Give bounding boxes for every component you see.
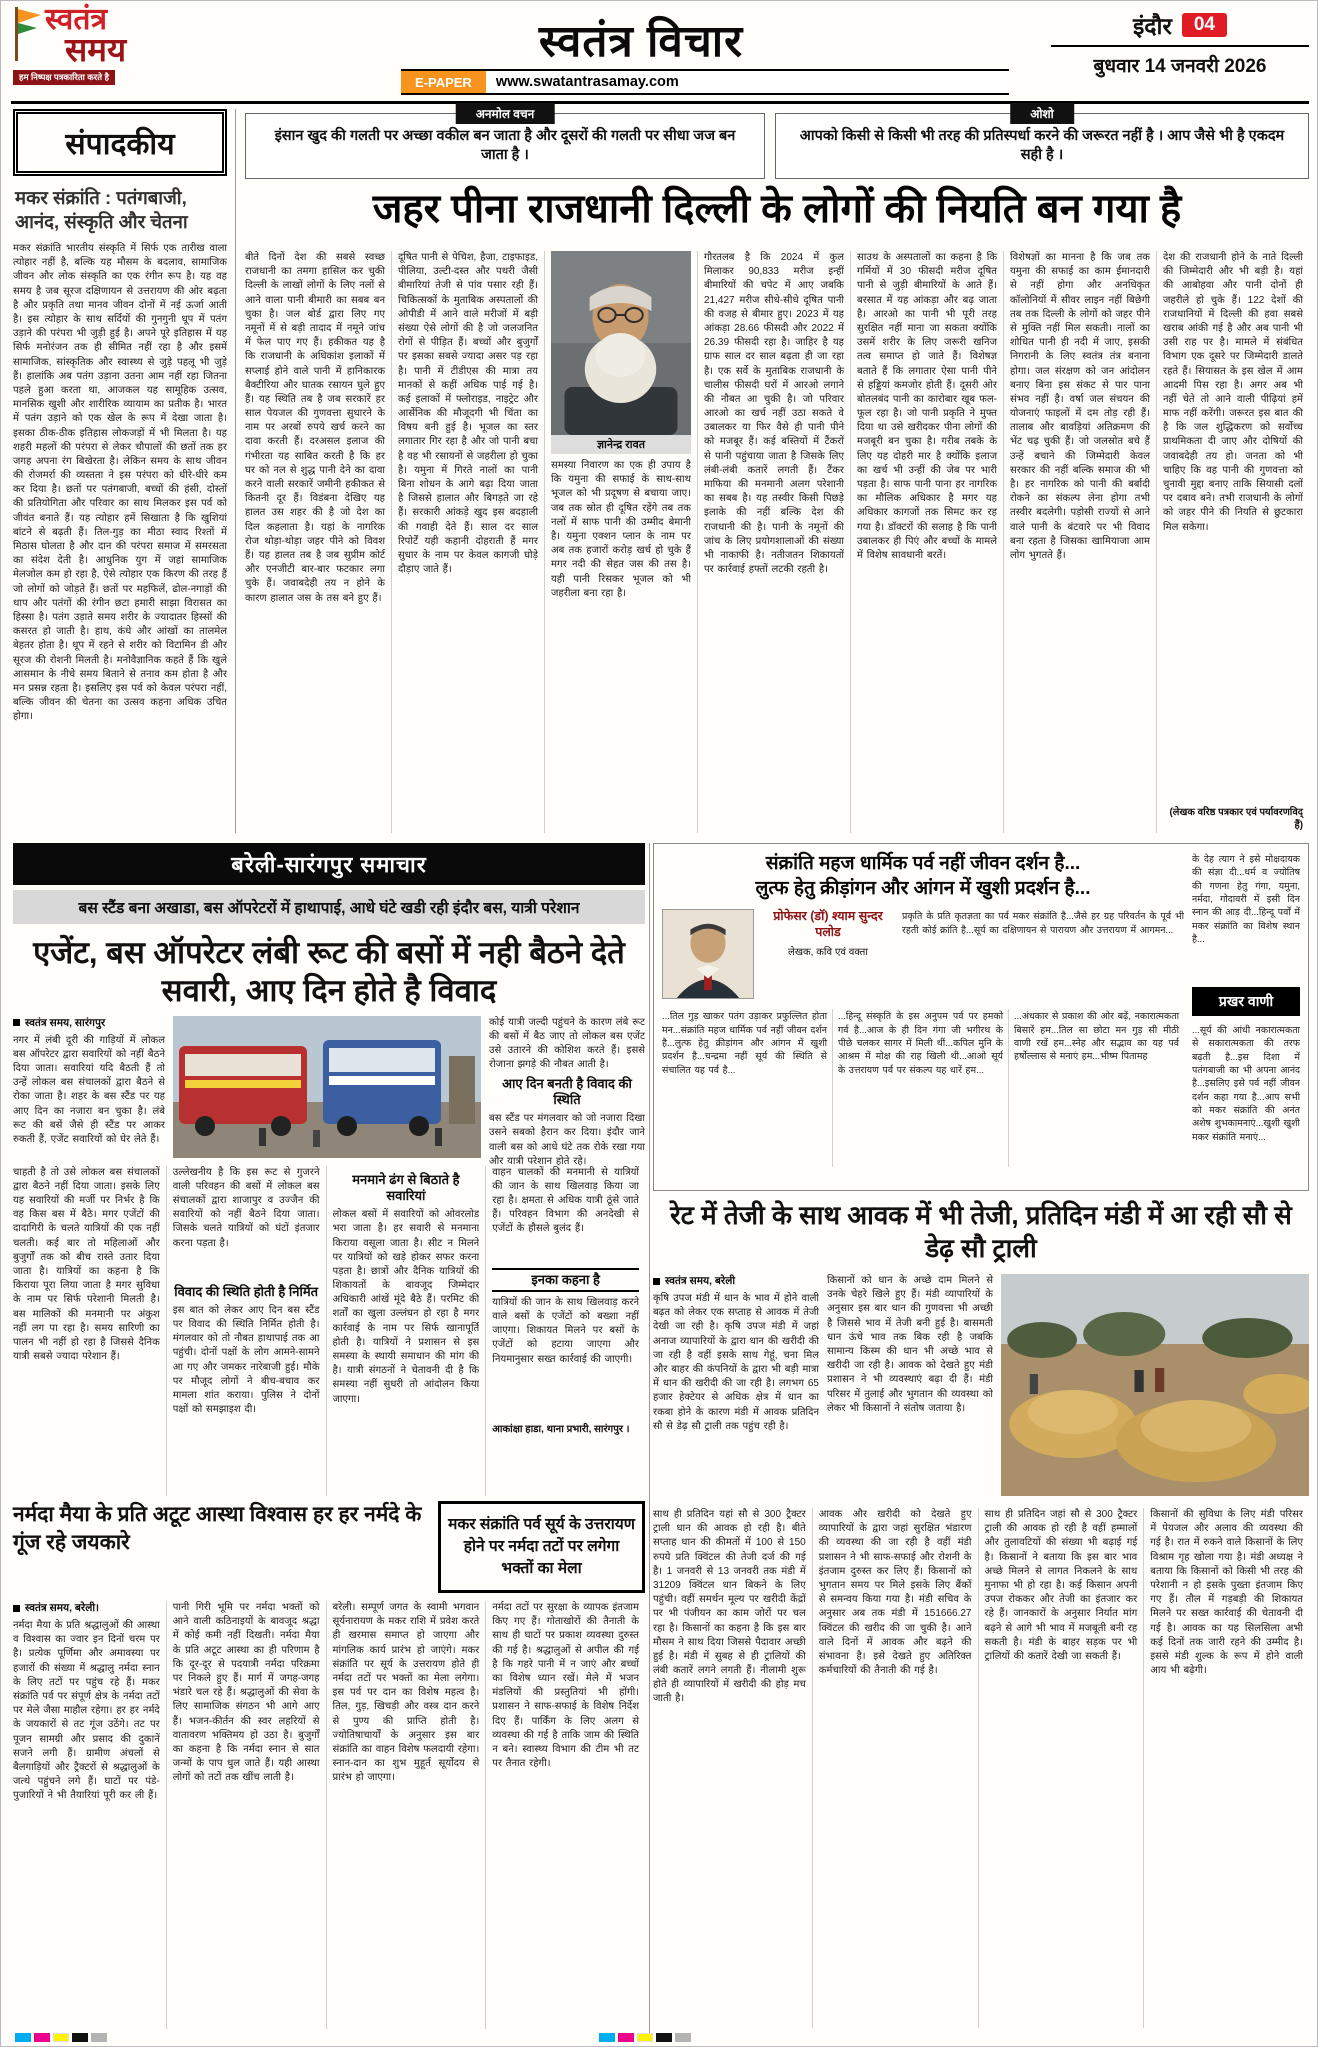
mandi-top-row xyxy=(653,1274,1309,1496)
article-column-3-text: समस्या निवारण का एक ही उपाय है कि यमुना की सफाई के साथ-साथ भूजल को भी प्रदूषण से बचाया जाए। जब तक स्रोत ही दूषित रहेंगे तब तक नलों में साफ पानी की उम्मीद बेमानी है। यमुना एक्शन प्लान के नाम पर अब तक हजारों करोड़ खर्च हो चुके हैं मगर नदी की सेहत जस की तस है। यही पानी रिसकर भूजल को भी जहरीला बना रहा है। xyxy=(551,460,691,599)
section-banner: बरेली-सारंगपुर समाचार xyxy=(13,843,645,885)
logo-word-2: समय xyxy=(65,31,127,68)
cyan-mark xyxy=(15,2033,31,2042)
mandi-article xyxy=(653,1199,1309,2028)
bus-bcol-1: चाहती है तो उसे लोकल बस संचालकों द्वारा बैठने नहीं दिया जाता। इसके लिए यह सवारियों की मर्जी पर निर्भर है कि वह किस बस में बैठे। मगर एजेंटों की दादागिरी के चलते यात्रियों की एक नहीं चलती। कई बार तो महिलाओं और बुजुर्गों तक को बीच रास्ते उतार दिया जाता है। यात्रियों का कहना है कि किराया पूरा लिया जाता है मगर सुविधा के नाम पर सिर्फ परेशानी मिलती है। बस मालिकों की मनमानी पर अंकुश नहीं लग पा रहा है। समय सारिणी का पालन भी नहीं हो रहा है जिससे दैनिक यात्री सबसे ज्यादा परेशान हैं। xyxy=(13,1166,160,1363)
bus-stand-photo xyxy=(173,1016,481,1158)
sankranti-columns xyxy=(662,1009,1184,1167)
bus-headline: एजेंट, बस ऑपरेटर लंबी रूट की बसों में नही बैठने देते सवारी, आए दिन होते है विवाद xyxy=(33,935,625,1008)
bus-bcol-4-text-b: यात्रियों की जान के साथ खिलवाड़ करने वाले बसों के एजेंटों को बख्शा नहीं जाएगा। शिकायत मिलने पर बसों के एजेंटों को हटाया जाएगा और नियमानुसार सख्त कार्रवाई की जाएगी। xyxy=(492,1296,639,1365)
author-role: लेखक, कवि एवं वक्ता xyxy=(788,946,868,958)
main-article-body xyxy=(245,251,1309,833)
quote-header: अनमोल वचन xyxy=(456,103,555,124)
article-column-2: दूषित पानी से पेचिश, हैजा, टाइफाइड, पीलिया, उल्टी-दस्त और पथरी जैसी बीमारियां तेजी से पांव पसार रही हैं। चिकित्सकों के मुताबिक अस्पतालों की ओपीडी में आने वाले मरीजों में बड़ी संख्या ऐसे लोगों की है जो जलजनित रोगों से पीड़ित हैं। बच्चों और बुजुर्गों पर इसका सबसे ज्यादा असर पड़ रहा है। पानी में टीडीएस की मात्रा तय मानकों से कहीं अधिक पाई गई है। कई इलाकों में फ्लोराइड, नाइट्रेट और आर्सेनिक की मौजूदगी भी चिंता का विषय बनी हुई है। भूजल का स्तर लगातार गिर रहा है और जो पानी बचा है वह भी रसायनों से जहरीला हो चुका है। यमुना में गिरते नालों का पानी बिना शोधन के आगे बढ़ा दिया जाता है जिससे हालात और बिगड़ते जा रहे हैं। सरकारी आंकड़े खुद इस बदहाली की गवाही देते हैं। साल दर साल रिपोर्टें यही कहानी दोहराती हैं मगर सुधार के नाम पर केवल कागजी घोड़े दौड़ाए जाते हैं। xyxy=(391,251,544,833)
quote-box-osho xyxy=(775,107,1309,179)
professor-photo xyxy=(662,909,754,999)
author-block xyxy=(762,909,894,1001)
sankranti-article xyxy=(653,843,1309,1191)
narmada-col-3: बरेली। सम्पूर्ण जगत के स्वामी भगवान सूर्यनारायण के मकर राशि में प्रवेश करते ही खरमास समाप्त हो जाएगा और मांगलिक कार्य प्रारंभ हो जाएंगे। मकर संक्रांति पर सूर्य के उत्तरायण होते ही नर्मदा तटों पर भक्तों का मेला लगेगा। इस पर्व पर दान का विशेष महत्व है। तिल, गुड़, खिचड़ी और वस्त्र दान करने से पुण्य की प्राप्ति होती है। ज्योतिषाचार्यों के अनुसार इस बार संक्रांति का वाहन विशेष फलदायी रहेगा। स्नान-दान का शुभ मुहूर्त सूर्योदय से प्रारंभ हो जाएगा। xyxy=(326,1601,486,2029)
editorial-body: मकर संक्रांति भारतीय संस्कृति में सिर्फ एक तारीख वाला त्योहार नहीं है, बल्कि यह मौसम के बदलाव, सामाजिक जीवन और लोक संस्कृति का एक रंगीन रूप है। यह वह समय है जब सूरज दक्षिणायन से उत्तरायण की ओर बढ़ता है और प्रकृति तथा मानव जीवन दोनों में नई ऊर्जा आती है। इस त्योहार के साथ सर्दियों की गुनगुनी धूप में पतंग उड़ाने की परंपरा भी जुड़ी हुई है। अपने पूरे इतिहास में यह सिर्फ मनोरंजन तक ही सीमित नहीं रहा है और इसमें सामाजिक, सांस्कृतिक और स्वास्थ्य से जुड़े पहलू भी जुड़े हैं। हालांकि अब पतंग उड़ाना उतना आम नहीं रहा जितना पहले हुआ करता था, आजकल यह सामूहिक उत्सव, मानसिक खुशी और शारीरिक व्यायाम का प्रतीक है। भारत में पतंग उड़ाने को एक खेल के रूप में देखा जाता है। इसका ठीक-ठीक इतिहास लोकजड़ों में भी मिलता है। यह शहरी महलों की परंपरा से लेकर चौपालों की छतों तक हर जगह अपना रंग बिखेरता है। लेकिन समय के साथ जीवन की रोजमर्रा की व्यस्तता ने इस परंपरा को धीरे-धीरे कम कर दिया है। छतों पर पतंगबाजी, बच्चों की हंसी, दोस्तों की प्रतियोगिता और परिवार का साथ मिलकर इस पर्व को जीवंत बनाते हैं। यह त्योहार हमें सिखाता है कि खुशियां बांटने से बढ़ती हैं। तिल-गुड़ का मीठा स्वाद रिश्तों में मिठास घोलता है और दान की परंपरा समाज में समरसता का संदेश देती है। आधुनिक युग में जहां सामाजिक मेलजोल कम हो रहा है, ऐसे त्योहार एक किरण की तरह हैं जो लोगों को जोड़ते हैं। छतों पर महफिलें, ढोल-नगाड़ों की थाप और पतंगों की रंगीन छटा हमारी साझा विरासत का हिस्सा है। पतंग उड़ाते समय शरीर के ज्यादातर हिस्सों की कसरत हो जाती है। हाथ, कंधे और आंखों का तालमेल बेहतर होता है। धूप में रहने से शरीर को विटामिन डी और सूरज की रोशनी मिलती है। मनोवैज्ञानिक कहते हैं कि खुले आसमान के नीचे समय बिताने से तनाव कम होता है और मन प्रसन्न रहता है। इसलिए इस पर्व को केवल परंपरा नहीं, बल्कि जीवन की चेतना का उत्सव कहना अधिक उचित होगा। xyxy=(13,243,227,723)
bus-bcol-4-text-a: वाहन चालकों की मनमानी से यात्रियों की जान के साथ खिलवाड़ किया जा रहा है। क्षमता से अधिक यात्री ठूंसे जाते हैं। परिवहन विभाग की अनदेखी से एजेंटों के हौसले बुलंद हैं। xyxy=(492,1166,639,1235)
byline-square-icon xyxy=(13,1605,20,1612)
byline-text: स्वतंत्र समय, सारंगपुर xyxy=(25,1016,106,1029)
yellow-mark xyxy=(637,2033,653,2042)
narmada-article xyxy=(13,1501,645,2029)
city-date-block xyxy=(1051,9,1309,78)
photo-caption: ज्ञानेन्द्र रावत xyxy=(551,435,691,454)
gray-mark xyxy=(91,2033,107,2042)
logo-tagline: हम निष्पक्ष पत्रकारिता करते है xyxy=(13,70,115,85)
mandi-bcol-2: आवक और खरीदी को देखते हुए व्यापारियों के द्वारा जहां सुरक्षित भंडारण की व्यवस्था की जा रही है वहीं मंडी प्रशासन ने भी साफ-सफाई और रोशनी के इंतजाम दुरुस्त कर लिए हैं। किसानों को भुगतान समय पर मिले इसके लिए बैंकों से समन्वय किया गया है। मंडी सचिव के अनुसार अब तक मंडी में 151666.27 क्विंटल की खरीद की जा चुकी है। आने वाले दिनों में आवक और बढ़ने की संभावना है। इसे देखते हुए अतिरिक्त कर्मचारियों की तैनाती की गई है। xyxy=(812,1508,978,2028)
sankranti-left xyxy=(662,852,1184,1182)
bus-subhead-a: आए दिन बनती है विवाद की स्थिति xyxy=(502,1075,632,1107)
author-name: प्रोफेसर (डॉ) श्याम सुन्दर पलोड xyxy=(773,909,883,939)
edition-title: स्वतंत्र विचार xyxy=(538,17,744,66)
mandi-bcol-3: साथ ही प्रतिदिन जहां सौ से 300 ट्रैक्टर ट्राली की आवक हो रही है वहीं हम्मालों और तुलावटियों की संख्या भी बढ़ाई गई है। किसानों ने बताया कि इस बार भाव अच्छे मिलने से लागत निकलने के साथ मुनाफा भी हो रहा है। कई किसान अपनी उपज रोककर और तेजी का इंतजार कर रहे हैं। जानकारों के अनुसार निर्यात मांग बढ़ने से आगे भी भाव में मजबूती बनी रह सकती है। मंडी के बाहर सड़क पर भी ट्रालियों की कतारें देखी जा सकती हैं। xyxy=(978,1508,1144,2028)
bus-column-left xyxy=(13,1016,165,1158)
mandi-top-col-2: किसानों को धान के अच्छे दाम मिलने से उनके चेहरे खिले हुए हैं। मंडी व्यापारियों के अनुसार इस बार धान की गुणवत्ता भी अच्छी है जिससे भाव में तेजी बनी हुई है। बासमती धान ऊंचे भाव तक बिक रही है जबकि सामान्य किस्म की धान भी अच्छे भाव से खरीदी जा रही है। आवक को देखते हुए मंडी प्रशासन ने भी व्यवस्थाएं बढ़ा दी हैं। मंडी परिसर में तुलाई और भुगतान की व्यवस्था को लेकर भी किसानों ने संतोष जताया है। xyxy=(827,1275,993,1414)
bus-col-left-text: नगर में लंबी दूरी की गाड़ियों में लोकल बस ऑपरेटर द्वारा सवारियों को नहीं बैठने दिया जाता। सवारियां यदि बैठती हैं तो उन्हें लोकल बस संचालकों द्वारा बैठने से रोका जाता है। शहर के बस स्टैंड पर यह आए दिन का नजारा बन चुका है। लंबे रूट की बसें जैसे ही स्टैंड पर आकर रुकती हैं, एजेंट सवारियों को घेर लेते हैं। xyxy=(13,1034,165,1145)
flag-icon xyxy=(13,7,43,66)
header-divider xyxy=(11,101,1309,104)
article-column-7-text: देश की राजधानी होने के नाते दिल्ली की जिम्मेदारी और भी बड़ी है। यहां की आबोहवा और पानी दोनों ही जहरीले हो चुके हैं। 122 देशों की राजधानियों में दिल्ली की हवा सबसे खराब आंकी गई है और अब पानी भी उसी राह पर है। मामले में संबंधित विभाग एक दूसरे पर जिम्मेदारी डालते रहते हैं। सियासत के इस खेल में आम आदमी पिस रहा है। अगर अब भी नहीं चेते तो आने वाली पीढ़ियां हमें माफ नहीं करेंगी। जरूरत इस बात की है कि जल शुद्धिकरण को सर्वोच्च प्राथमिकता दी जाए और दोषियों की जवाबदेही तय हो। जनता को भी चाहिए कि वह पानी की गुणवत्ता को चुनावी मुद्दा बनाए ताकि सियासी दलों पर दबाव बने। तभी राजधानी के लोगों को जहर पीने की नियति से छुटकारा मिल सकेगा। xyxy=(1163,252,1303,533)
sankranti-headline-1: संक्रांति महज धार्मिक पर्व नहीं जीवन दर्शन है... xyxy=(765,853,1081,874)
narmada-col-1 xyxy=(13,1601,166,2029)
article-column-6: विशेषज्ञों का मानना है कि जब तक यमुना की सफाई का काम ईमानदारी से नहीं होगा और अनधिकृत कॉलोनियों में सीवर लाइन नहीं बिछेगी तब तक दिल्ली के लोगों को जहर पीने से मुक्ति नहीं मिल सकती। नालों का शोधित पानी ही नदी में जाए, इसकी निगरानी के लिए स्वतंत्र तंत्र बनाना होगा। जल संरक्षण को जन आंदोलन बनाए बिना इस संकट से पार पाना संभव नहीं है। वर्षा जल संचयन की योजनाएं फाइलों में दम तोड़ रही हैं। तालाब और बावड़ियां अतिक्रमण की भेंट चढ़ चुकी हैं। जो जलस्रोत बचे हैं उन्हें बचाने की जिम्मेदारी केवल सरकार की नहीं बल्कि समाज की भी है। हर नागरिक को पानी की बर्बादी रोकने का संकल्प लेना होगा तभी तस्वीर बदलेगी। पड़ोसी राज्यों से आने वाले पानी के बंटवारे पर भी विवाद बना रहता है जिसका खामियाजा आम लोग भुगतते हैं। xyxy=(1003,251,1156,833)
sankranti-col-1: ...तिल गुड़ खाकर पतंग उड़ाकर प्रफुल्लित होता मन...संक्रांति महज धार्मिक पर्व नहीं जीवन दर्शन है...लुत्फ हेतु क्रीड़ांगन और आंगन में खुशी प्रदर्शन है...चन्द्रमा नहीं सूर्य की स्थिति से संचालित यह पर्व है... xyxy=(662,1010,827,1075)
epaper-strip xyxy=(401,69,1009,95)
officials-say-subhead: इनका कहना है xyxy=(492,1268,639,1292)
byline-square-icon xyxy=(13,1019,20,1026)
sankranti-col-3: ...अंधकार से प्रकाश की ओर बढ़ें, नकारात्मकता बिसारें हम...तिल सा छोटा मन गुड़ सी मीठी वाणी रखें हम...स्नेह और सद्भाव का यह पर्व हर्षोल्लास से मनाएं हम...भीष्म पितामह xyxy=(1008,1009,1184,1167)
vertical-rule xyxy=(649,843,650,2033)
bus-article-section xyxy=(13,843,645,1496)
sankranti-col-2: ...हिन्दू संस्कृति के इस अनुपम पर्व पर हमको गर्व है...आज के ही दिन गंगा जी भगीरथ के पीछे चलकर सागर में मिली थीं...कपिल मुनि के आश्रम में मोक्ष की राह खिली थी...आओ सूर्य के उत्तरायण पर्व पर संकल्प यह धारें हम... xyxy=(832,1009,1008,1167)
bus-bcol-2-text-a: उल्लेखनीय है कि इस रूट से गुजरने वाली परिवहन की बसों में लोकल बस संचालकों द्वारा शाजापुर व उज्जैन की सवारियों को नहीं बैठने दिया जाता। जिसके चलते यात्रियों को घंटों इंतजार करना पड़ता है। xyxy=(172,1166,320,1249)
grain-market-photo xyxy=(1001,1274,1309,1496)
mandi-top-col-1 xyxy=(653,1274,819,1496)
sankranti-col-4-text-b: ...सूर्य की आंधी नकारात्मकता से सकारात्मकता की तरफ बढ़ती है...इस दिशा में पतंगबाजी का भी अपना आनंद है...इसलिए इसे पर्व नहीं जीवन दर्शन कहा गया है...आप सभी को मकर संक्रांति की अनंत अशेष शुभकामनाएं...खुशी खुशी मकर संक्रांति मनाएं... xyxy=(1192,1024,1300,1142)
bus-col-right-text-b: बस स्टैंड पर मंगलवार को जो नजारा दिखा उसने सबको हैरान कर दिया। इंदौर जाने वाली बस को आधे घंटे तक रोके रखा गया और यात्री परेशान होते रहे। xyxy=(489,1113,645,1167)
author-credit: (लेखक वरिष्ठ पत्रकार एवं पर्यावरणविद् हैं) xyxy=(1169,807,1303,831)
newspaper-logo xyxy=(13,5,218,97)
gray-mark xyxy=(675,2033,691,2042)
bus-bottom-row xyxy=(13,1166,645,1496)
prakhar-vani-label: प्रखर वाणी xyxy=(1192,987,1300,1016)
quote-attribution: आकांक्षा हाडा, थाना प्रभारी, सारंगपुर । xyxy=(492,1423,630,1435)
byline xyxy=(13,1601,160,1615)
logo-word-1: स्वतंत्र xyxy=(45,3,108,36)
editorial-section-title: संपादकीय xyxy=(13,109,227,176)
vertical-rule xyxy=(235,109,236,833)
narmada-boxed-subhead: मकर संक्रांति पर्व सूर्य के उत्तरायण होने पर नर्मदा तटों पर लगेगा भक्तों का मेला xyxy=(438,1501,645,1593)
narmada-header-row xyxy=(13,1501,645,1593)
bus-bcol-4 xyxy=(485,1166,645,1496)
sankranti-col-4-text-a: के देह त्याग ने इसे मोक्षदायक की संज्ञा दी...धर्म व ज्योतिष की गणना हेतु गंगा, यमुना, नर्मदा, गोदावरी में इसी दिन स्नान की आड़ दी...हिन्दू पर्वों में मकर संक्रांति का विशेष स्थान है... xyxy=(1192,853,1300,945)
mandi-bottom-row xyxy=(653,1508,1309,2028)
article-column-5: साउथ के अस्पतालों का कहना है कि गर्मियों में 30 फीसदी मरीज दूषित पानी से जुड़ी बीमारियों के आते हैं। बरसात में यह आंकड़ा और बढ़ जाता है। आरओ का पानी भी पूरी तरह सुरक्षित नहीं माना जा सकता क्योंकि उसमें शरीर के लिए जरूरी खनिज तत्व समाप्त हो जाते हैं। विशेषज्ञ बताते हैं कि लगातार ऐसा पानी पीने से हड्डियां कमजोर होती हैं। दूसरी ओर बोतलबंद पानी का कारोबार खूब फल-फूल रहा है। जो पानी प्रकृति ने मुफ्त दिया था उसे खरीदकर पीना लोगों की मजबूरी बन चुका है। गरीब तबके के लिए यह दोहरी मार है क्योंकि इलाज का खर्च भी उन्हीं की जेब पर भारी पड़ता है। साफ पानी पाना हर नागरिक का मौलिक अधिकार है मगर यह अधिकार कागजों तक सिमट कर रह गया है। डॉक्टरों की सलाह है कि पानी उबालकर ही पिएं और बच्चों के मामले में विशेष सावधानी बरतें। xyxy=(850,251,1003,833)
bus-column-right xyxy=(489,1016,645,1167)
registration-marks-left xyxy=(15,2033,107,2042)
bus-bcol-2 xyxy=(166,1166,326,1496)
article-column-1: बीते दिनों देश की सबसे स्वच्छ राजधानी का तमगा हासिल कर चुकी दिल्ली के लाखों लोगों के लिए नलों से आने वाला पानी बीमारी का सबब बन चुका है। जल बोर्ड द्वारा लिए गए नमूनों में से बड़ी तादाद में नमूने जांच में फेल पाए गए हैं। हकीकत यह है कि राजधानी के अधिकांश इलाकों में सप्लाई होने वाले पानी में हानिकारक बैक्टीरिया और घातक रसायन घुले हुए हैं। यह स्थिति तब है जब सरकारें हर साल पेयजल की गुणवत्ता सुधारने के नाम पर अरबों रुपये खर्च करने का दावा करती हैं। दरअसल इलाज की गंभीरता यह साबित करती है कि हर घर को नल से शुद्ध पानी देने का दावा करने वाली सरकारें जमीनी हकीकत से कितनी दूर हैं। विडंबना देखिए यह हालत उस शहर की है जो देश का दिल कहलाता है। यहां के नागरिक रोज थोड़ा-थोड़ा जहर पीने को विवश हैं। यह हालत तब है जब सुप्रीम कोर्ट और एनजीटी बार-बार फटकार लगा चुके हैं। जवाबदेही तय न होने के कारण हालात जस के तस बने हुए हैं। xyxy=(245,252,385,604)
mandi-bcol-1: साथ ही प्रतिदिन यहां सौ से 300 ट्रैक्टर ट्राली धान की आवक हो रही है। बीते सप्ताह धान की कीमतों में 100 से 150 रुपये प्रति क्विंटल की तेजी दर्ज की गई है। 1 जनवरी से 13 जनवरी तक मंडी में 31209 क्विंटल धान बिकने के लिए पहुंची। वहीं समर्थन मूल्य पर खरीदी केंद्रों पर भी पंजीयन का काम जोरों पर चल रहा है। किसानों का कहना है कि इस बार मौसम ने साथ दिया जिससे पैदावार अच्छी हुई है। मंडी में सुबह से ही ट्रालियों की लंबी कतारें लगने लगती हैं। नीलामी शुरू होते ही व्यापारियों में खरीदी की होड़ मच जाती है। xyxy=(653,1509,806,1705)
article-column-3 xyxy=(544,251,697,833)
narmada-body xyxy=(13,1601,645,2029)
narmada-col-1-text: नर्मदा मैया के प्रति श्रद्धालुओं की आस्था व विश्वास का ज्वार इन दिनों चरम पर है। प्रत्येक पूर्णिमा और अमावस्या पर हजारों की संख्या में श्रद्धालु नर्मदा स्नान के लिए तटों पर पहुंच रहे हैं। मकर संक्रांति पर्व पर संपूर्ण क्षेत्र के नर्मदा तटों पर मेले जैसा माहौल रहेगा। हर हर नर्मदे के जयकारों से तट गूंज उठेंगे। तट पर पूजन सामग्री और प्रसाद की दुकानें सजने लगी हैं। ग्रामीण अंचलों से बैलगाड़ियों और ट्रैक्टरों से श्रद्धालुओं के जत्थे पहुंचने लगे हैं। घाटों पर पंडे-पुजारियों ने भी तैयारियां पूरी कर ली हैं। xyxy=(13,1620,160,1802)
sankranti-intro: प्रकृति के प्रति कृतज्ञता का पर्व मकर संक्रांति है...जैसे हर ग्रह परिवर्तन के पूर्व भी रहती कोई क्रांति है...सूर्य का दक्षिणायन से पारायण और उत्तरायण में आगमन... xyxy=(902,910,1184,935)
bus-subhead-c: मनमाने ढंग से बिठाते है सवारियां xyxy=(352,1171,460,1203)
sankranti-right-column xyxy=(1192,852,1300,1182)
city-name: इंदौर xyxy=(1132,13,1172,39)
narmada-col-4: नर्मदा तटों पर सुरक्षा के व्यापक इंतजाम किए गए हैं। गोताखोरों की तैनाती के साथ ही घाटों पर प्रकाश व्यवस्था दुरुस्त की गई है। श्रद्धालुओं से अपील की गई है कि गहरे पानी में न जाएं और बच्चों का विशेष ध्यान रखें। मेले में भजन मंडलियों की प्रस्तुतियां भी होंगी। प्रशासन ने साफ-सफाई के विशेष निर्देश दिए हैं। पार्किंग के लिए अलग से व्यवस्था की गई है ताकि जाम की स्थिति न बने। स्वास्थ्य विभाग की टीम भी तट पर तैनात रहेगी। xyxy=(485,1601,645,2029)
author-portrait-photo xyxy=(551,251,691,435)
bus-subhead-b: विवाद की स्थिति होती है निर्मित xyxy=(174,1283,319,1299)
quote-header: ओशो xyxy=(1010,103,1074,124)
magenta-mark xyxy=(34,2033,50,2042)
bus-bcol-3 xyxy=(326,1166,486,1496)
bus-kicker: बस स्टैंड बना अखाडा, बस ऑपरेटरों में हाथापाई, आधे घंटे खडी रही इंदौर बस, यात्री परेशान xyxy=(13,890,645,924)
byline xyxy=(653,1274,819,1288)
editorial-column xyxy=(13,109,227,833)
page-number-badge: 04 xyxy=(1182,13,1227,37)
article-column-4: गौरतलब है कि 2024 में कुल मिलाकर 90,833 मरीज इन्हीं बीमारियों की चपेट में आए जबकि 21,427 मरीज सीधे-सीधे दूषित पानी की वजह से बीमार हुए। 2023 में यह आंकड़ा 28.66 फीसदी और 2022 में 26.39 फीसदी रहा है। जाहिर है यह ग्राफ साल दर साल बढ़ता ही जा रहा है। एक सर्वे के मुताबिक राजधानी के चालीस फीसदी घरों में आरओ लगाने की नौबत आ चुकी है। जो परिवार आरओ का खर्च नहीं उठा सकते वे उबालकर या फिर वैसे ही पानी पीने को मजबूर हैं। कई बस्तियों में टैंकरों से पानी पहुंचाया जाता है जिसके लिए लंबी-लंबी कतारें लगती हैं। टैंकर माफिया की मनमानी अलग परेशानी का सबब है। यह तस्वीर किसी पिछड़े इलाके की नहीं बल्कि देश की राजधानी की है। पानी के नमूनों की जांच के लिए प्रयोगशालाओं की संख्या भी नाकाफी है। नतीजतन शिकायतों पर कार्रवाई हफ्तों लटकी रहती है। xyxy=(697,251,850,833)
bus-col-right-text-a: कोई यात्री जल्दी पहुंचने के कारण लंबे रूट की बसों में बैठ जाए तो लोकल बस एजेंट उसे उतारने की कोशिश करते हैं। इससे रोजाना झगड़े की नौबत आती है। xyxy=(489,1016,645,1070)
main-article-headline: जहर पीना राजधानी दिल्ली के लोगों की नियति बन गया है xyxy=(372,187,1182,231)
bus-top-row xyxy=(13,1016,645,1167)
registration-marks-center xyxy=(599,2033,691,2042)
quote-box-anmol-vachan xyxy=(245,107,765,179)
black-mark xyxy=(72,2033,88,2042)
epaper-badge: E-PAPER xyxy=(401,71,486,93)
quote-text: इंसान खुद की गलती पर अच्छा वकील बन जाता है और दूसरों की गलती पर सीधा जज बन जाता है । xyxy=(274,128,736,163)
byline-square-icon xyxy=(653,1278,660,1285)
magenta-mark xyxy=(618,2033,634,2042)
bus-bcol-3-text: लोकल बसों में सवारियों को ओवरलोड भरा जाता है। हर सवारी से मनमाना किराया वसूला जाता है। सीट न मिलने पर यात्रियों को खड़े होकर सफर करना पड़ता है। छात्रों और दैनिक यात्रियों की शिकायतों के बावजूद जिम्मेदार अधिकारी आंखें मूंदे बैठे हैं। परमिट की शर्तों का खुला उल्लंघन हो रहा है मगर कार्रवाई के नाम पर सिर्फ खानापूर्ति होती है। यात्रियों ने प्रशासन से इस समस्या के स्थायी समाधान की मांग की है। यात्री संगठनों ने चेतावनी दी है कि समस्या नहीं सुधरी तो आंदोलन किया जाएगा। xyxy=(332,1209,480,1405)
mandi-top-col-1-text: कृषि उपज मंडी में धान के भाव में होने वाली बढ़त को लेकर एक सप्ताह से आवक में तेजी देखी जा रही है। कृषि उपज मंडी में जहां अनाज व्यापारियों के द्वारा धान की खरीदी की जा रही है वहीं इसके साथ गेहूं, चना मिल और बाहर की कंपनियों के द्वारा भी बड़ी मात्रा में धान की खरीदी की जा रही है। लगभग 65 हजार हेक्टेयर से अधिक क्षेत्र में धान का रकबा होने के कारण मंडी में आवक प्रतिदिन सौ से डेढ़ सौ ट्राली तक पहुंच रही है। xyxy=(653,1293,819,1432)
mandi-bcol-4: किसानों की सुविधा के लिए मंडी परिसर में पेयजल और अलाव की व्यवस्था की गई है। रात में रुकने वाले किसानों के लिए विश्राम गृह खोला गया है। मंडी अध्यक्ष ने बताया कि किसानों को किसी भी तरह की परेशानी न हो इसके पुख्ता इंतजाम किए गए हैं। तौल में गड़बड़ी की शिकायत मिलने पर सख्त कार्रवाई की चेतावनी दी गई है। आवक का यह सिलसिला अभी कई दिनों तक जारी रहने की उम्मीद है। इससे मंडी शुल्क के रूप में होने वाली आय भी बढ़ेगी। xyxy=(1143,1508,1309,2028)
sankranti-headline-2: लुत्फ हेतु क्रीड़ांगन और आंगन में खुशी प्रदर्शन है... xyxy=(755,877,1091,899)
cyan-mark xyxy=(599,2033,615,2042)
black-mark xyxy=(656,2033,672,2042)
sankranti-author-row xyxy=(662,909,1184,1001)
byline-text: स्वतंत्र समय, बरेली। xyxy=(25,1602,100,1614)
yellow-mark xyxy=(53,2033,69,2042)
bus-bcol-2-text-b: इस बात को लेकर आए दिन बस स्टैंड पर विवाद की स्थिति निर्मित होती है। मंगलवार को तो नौबत हाथापाई तक आ पहुंची। दोनों पक्षों के लोग आमने-सामने आ गए और जमकर नारेबाजी हुई। मौके पर मौजूद लोगों ने बीच-बचाव कर मामला शांत कराया। पुलिस ने दोनों पक्षों को समझाइश दी। xyxy=(172,1304,320,1416)
quote-text: आपको किसी से किसी भी तरह की प्रतिस्पर्धा करने की जरूरत नहीं है । आप जैसे भी है एकदम सही है । xyxy=(799,128,1285,163)
issue-date: बुधवार 14 जनवरी 2026 xyxy=(1093,56,1267,77)
editorial-headline: मकर संक्रांति : पतंगबाजी, आनंद, संस्कृति और चेतना xyxy=(15,187,188,233)
narmada-col-2: पानी गिरी भूमि पर नर्मदा भक्तों को आने वाली कठिनाइयों के बावजूद श्रद्धा में कोई कमी नहीं दिखती। नर्मदा मैया के प्रति अटूट आस्था का ही परिणाम है कि दूर-दूर से पदयात्री नर्मदा परिक्रमा पर निकले हुए हैं। मार्ग में जगह-जगह भंडारे चल रहे हैं। श्रद्धालुओं की सेवा के लिए सामाजिक संगठन भी आगे आए हैं। भजन-कीर्तन की स्वर लहरियों से वातावरण भक्तिमय हो उठा है। बुजुर्गों का कहना है कि नर्मदा स्नान से सात जन्मों के पाप धुल जाते हैं। यही आस्था लोगों को तटों तक खींच लाती है। xyxy=(166,1601,326,2029)
article-column-7 xyxy=(1156,251,1309,833)
narmada-headline: नर्मदा मैया के प्रति अटूट आस्था विश्वास हर हर नर्मदे के गूंज रहे जयकारे xyxy=(13,1503,422,1555)
mandi-headline: रेट में तेजी के साथ आवक में भी तेजी, प्रतिदिन मंडी में आ रही सौ से डेढ़ सौ ट्राली xyxy=(670,1200,1292,1263)
byline xyxy=(13,1016,165,1030)
byline-text: स्वतंत्र समय, बरेली xyxy=(665,1275,736,1287)
website-link[interactable]: www.swatantrasamay.com xyxy=(495,74,679,90)
